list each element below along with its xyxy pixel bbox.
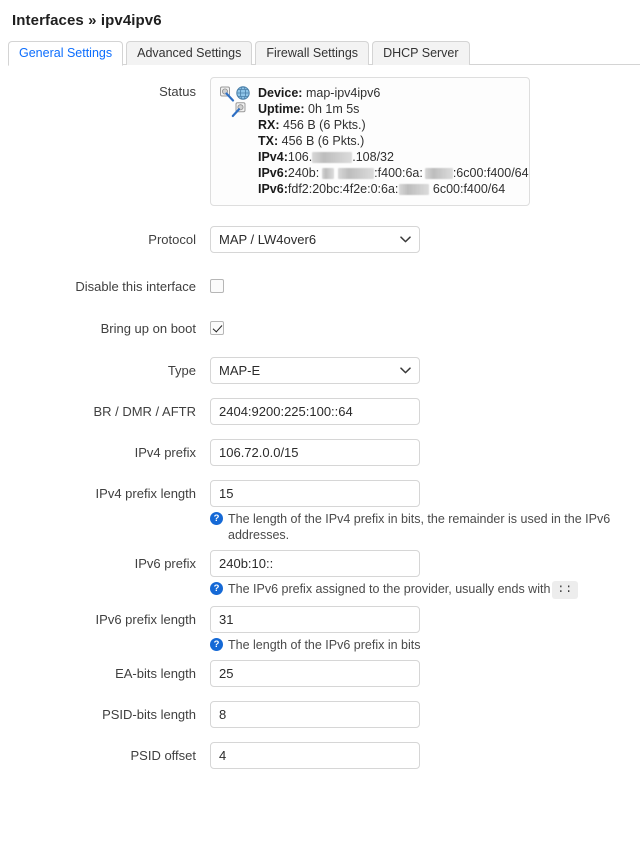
status-line-device: Device: map-ipv4ipv6 xyxy=(258,86,381,100)
globe-icon xyxy=(235,85,251,101)
form-row-ipv6-prefix xyxy=(0,550,640,599)
form-row-type xyxy=(0,357,640,384)
help-question-icon: ? xyxy=(210,582,223,595)
form-row-br-dmr-aftr xyxy=(0,398,640,425)
form-row-psid-bits-length xyxy=(0,701,640,728)
psid-bits-length-input[interactable] xyxy=(210,701,420,728)
status-icons xyxy=(219,85,259,119)
ipv6-prefix-help xyxy=(210,581,626,599)
psid-offset-input[interactable] xyxy=(210,742,420,769)
bring-up-on-boot-checkbox[interactable] xyxy=(210,321,224,335)
form-row-ipv6-prefix-length xyxy=(0,606,640,653)
status-label: Status xyxy=(159,84,196,99)
protocol-select[interactable] xyxy=(210,226,420,253)
status-line-ipv6-ula: IPv6:fdf2:20bc:4f2e:0:6a: 6c00:f400/64 xyxy=(258,182,506,196)
br-dmr-aftr-label: BR / DMR / AFTR xyxy=(93,404,196,419)
form-row-ea-bits-length xyxy=(0,660,640,687)
form-row-psid-offset xyxy=(0,742,640,769)
tab-dhcp-server[interactable]: DHCP Server xyxy=(372,41,469,65)
form-row-disable-interface xyxy=(0,273,640,295)
status-line-ipv6-global: IPv6:240b: :f400:6a: :6c00:f400/64 xyxy=(258,166,529,180)
br-dmr-aftr-input[interactable] xyxy=(210,398,420,425)
redacted-block xyxy=(425,168,453,179)
ipv4-prefix-length-input[interactable] xyxy=(210,480,420,507)
help-question-icon: ? xyxy=(210,512,223,525)
network-plug-icon xyxy=(219,86,235,102)
ipv4-prefix-input[interactable] xyxy=(210,439,420,466)
redacted-block xyxy=(338,168,374,179)
ipv6-prefix-length-help xyxy=(210,637,626,653)
form-row-bring-up-on-boot xyxy=(0,315,640,337)
tab-bar xyxy=(8,40,640,65)
protocol-label: Protocol xyxy=(148,232,196,247)
ipv6-prefix-label: IPv6 prefix xyxy=(134,556,196,571)
redacted-block xyxy=(399,184,429,195)
help-question-icon: ? xyxy=(210,638,223,651)
bring-up-on-boot-label: Bring up on boot xyxy=(100,321,196,336)
tab-firewall-settings[interactable]: Firewall Settings xyxy=(255,41,369,65)
status-line-uptime: Uptime: 0h 1m 5s xyxy=(258,102,360,116)
help-text: The IPv6 prefix assigned to the provider, usually ends with xyxy=(228,582,551,596)
form-row-protocol xyxy=(0,226,640,253)
general-settings-form xyxy=(0,65,640,769)
help-code-snippet: :: xyxy=(552,581,578,599)
interface-status-box xyxy=(210,77,530,206)
status-line-tx: TX: 456 B (6 Pkts.) xyxy=(258,134,365,148)
tab-general-settings[interactable]: General Settings xyxy=(8,41,123,66)
redacted-block xyxy=(312,152,352,163)
type-select[interactable] xyxy=(210,357,420,384)
ipv4-prefix-label: IPv4 prefix xyxy=(134,445,196,460)
help-text: The length of the IPv4 prefix in bits, the remainder is used in the IPv6 addresses. xyxy=(228,512,611,542)
form-row-ipv4-prefix xyxy=(0,439,640,466)
ea-bits-length-input[interactable] xyxy=(210,660,420,687)
tab-advanced-settings[interactable]: Advanced Settings xyxy=(126,41,252,65)
redacted-block xyxy=(322,168,334,179)
status-line-ipv4: IPv4:106. .108/32 xyxy=(258,150,394,164)
disable-interface-label: Disable this interface xyxy=(75,279,196,294)
psid-bits-length-label: PSID-bits length xyxy=(102,707,196,722)
disable-interface-checkbox[interactable] xyxy=(210,279,224,293)
status-line-rx: RX: 456 B (6 Pkts.) xyxy=(258,118,366,132)
psid-offset-label: PSID offset xyxy=(130,748,196,763)
ipv4-prefix-length-label: IPv4 prefix length xyxy=(95,486,196,501)
page-title: Interfaces » ipv4ipv6 xyxy=(12,12,162,29)
network-plug-icon xyxy=(231,102,247,118)
form-row-ipv4-prefix-length xyxy=(0,480,640,543)
type-label: Type xyxy=(167,363,196,378)
ea-bits-length-label: EA-bits length xyxy=(115,666,196,681)
help-text: The length of the IPv6 prefix in bits xyxy=(228,638,421,652)
form-row-status xyxy=(0,77,640,206)
ipv6-prefix-input[interactable] xyxy=(210,550,420,577)
ipv6-prefix-length-input[interactable] xyxy=(210,606,420,633)
status-lines xyxy=(258,85,529,197)
ipv6-prefix-length-label: IPv6 prefix length xyxy=(95,612,196,627)
ipv4-prefix-length-help xyxy=(210,511,626,543)
